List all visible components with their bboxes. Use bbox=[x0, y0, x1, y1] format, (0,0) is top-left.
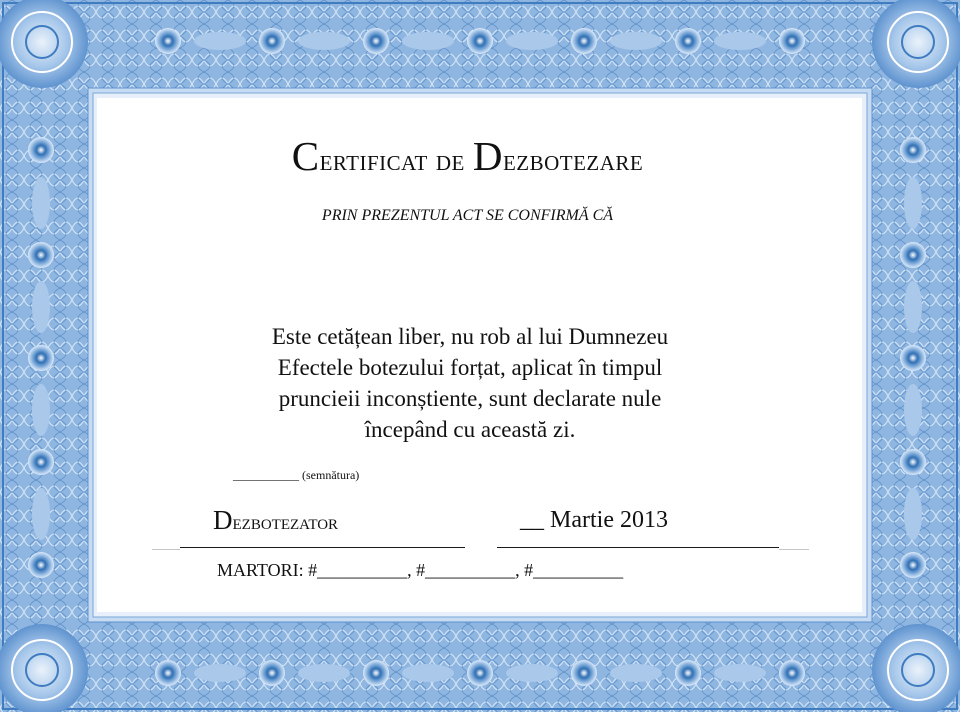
signature-rule-fade bbox=[779, 549, 809, 550]
certificate-subtitle: PRIN PREZENTUL ACT SE CONFIRMĂ CĂ bbox=[321, 207, 614, 224]
witness-blank: #__________ bbox=[308, 560, 408, 580]
signature-line: ___________ (semnătura) bbox=[233, 468, 360, 482]
certificate-statement bbox=[160, 321, 780, 445]
certificate-date: __ Martie 2013 bbox=[520, 507, 668, 533]
statement-line: începând cu această zi. bbox=[364, 417, 576, 442]
certificate-title: Certificat de Dezbotezare bbox=[291, 133, 644, 179]
statement-line: Este cetățean liber, nu rob al lui Dumnezeu bbox=[271, 324, 669, 349]
witness-blank: #__________ bbox=[416, 560, 516, 580]
dezbotezator-rule bbox=[180, 547, 465, 548]
witness-blank: #__________ bbox=[524, 560, 624, 580]
witnesses-label: MARTORI: bbox=[217, 560, 304, 580]
date-rule bbox=[497, 547, 779, 548]
signature-rule-fade bbox=[152, 549, 180, 550]
dezbotezator-label: Dezbotezator bbox=[213, 505, 339, 535]
witnesses-row: MARTORI: #__________, #__________, #__________ bbox=[217, 560, 624, 580]
statement-line: pruncieii inconștiente, sunt declarate nule bbox=[278, 386, 662, 411]
statement-line: Efectele botezului forțat, aplicat în timpul bbox=[277, 355, 663, 380]
